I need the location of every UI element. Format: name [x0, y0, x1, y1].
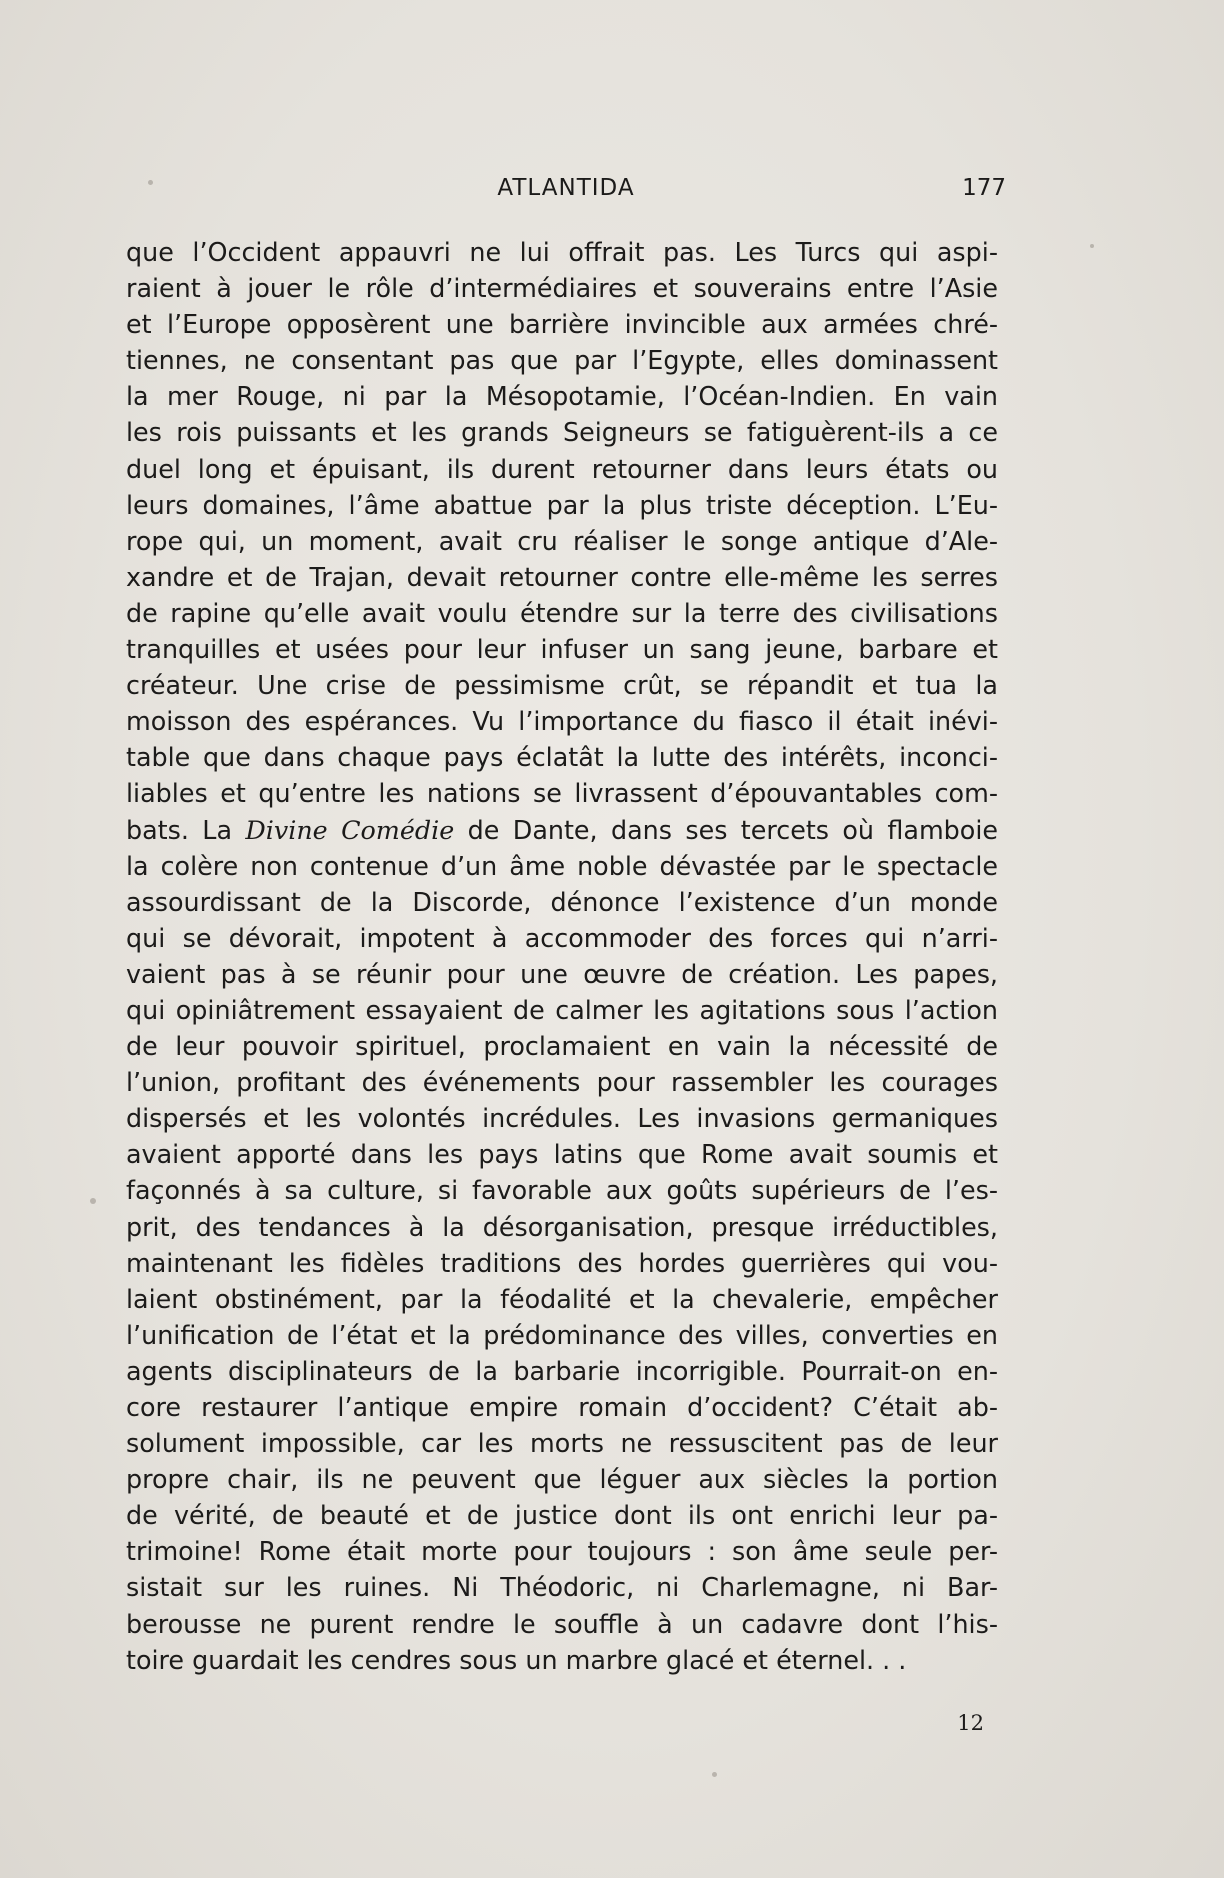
- paper-speck: [90, 1198, 96, 1204]
- text-line: façonnés à sa culture, si favorable aux goûts supérieurs de l’es-: [126, 1175, 998, 1206]
- text-line: tranquilles et usées pour leur infuser un sang jeune, barbare et: [126, 634, 998, 665]
- text-line: qui se dévorait, impotent à accommoder des forces qui n’arri-: [126, 922, 998, 953]
- text-line: core restaurer l’antique empire romain d’occident? C’était ab-: [126, 1392, 998, 1422]
- paper-speck: [712, 1772, 717, 1777]
- text-line: de rapine qu’elle avait voulu étendre sur la terre des civilisations: [126, 597, 998, 628]
- text-line: de vérité, de beauté et de justice dont ils ont enrichi leur pa-: [126, 1500, 998, 1531]
- text-line: solument impossible, car les morts ne ressuscitent pas de leur: [126, 1428, 998, 1459]
- page-number: 177: [962, 175, 1006, 201]
- text-line: avaient apporté dans les pays latins que Rome avait soumis et: [126, 1139, 998, 1170]
- text-line: trimoine! Rome était morte pour toujours : son âme seule per-: [126, 1536, 998, 1567]
- text-line: liables et qu’entre les nations se livrassent d’épouvantables com-: [126, 778, 998, 809]
- text-line: toire guardait les cendres sous un marbre glacé et éternel. . .: [126, 1644, 907, 1675]
- text-line: la colère non contenue d’un âme noble dévastée par le spectacle: [126, 850, 998, 881]
- running-title: ATLANTIDA: [497, 175, 635, 201]
- text-line: vaient pas à se réunir pour une œuvre de création. Les papes,: [126, 958, 998, 989]
- text-line: et l’Europe opposèrent une barrière invincible aux armées chré-: [126, 309, 998, 340]
- text-line: assourdissant de la Discorde, dénonce l’existence d’un monde: [126, 886, 998, 917]
- text-line: la mer Rouge, ni par la Mésopotamie, l’Océan-Indien. En vain: [126, 381, 998, 412]
- text-line: xandre et de Trajan, devait retourner contre elle-même les serres: [126, 561, 998, 592]
- text-line: maintenant les fidèles traditions des hordes guerrières qui vou-: [126, 1247, 998, 1278]
- text-line: créateur. Une crise de pessimisme crût, se répandit et tua la: [126, 670, 998, 701]
- text-line: que l’Occident appauvri ne lui offrait pas. Les Turcs qui aspi-: [126, 237, 998, 267]
- body-text: [126, 234, 998, 1678]
- text-line: les rois puissants et les grands Seigneurs se fatiguèrent-ils a ce: [126, 417, 998, 448]
- text-line: berousse ne purent rendre le souffle à un cadavre dont l’his-: [126, 1608, 998, 1639]
- text-line: dispersés et les volontés incrédules. Les invasions germaniques: [126, 1103, 998, 1134]
- italic-work-title: Divine Comédie: [245, 814, 455, 845]
- signature-mark: 12: [957, 1711, 984, 1735]
- text-line: duel long et épuisant, ils durent retourner dans leurs états ou: [126, 453, 998, 484]
- text-line: l’unification de l’état et la prédominance des villes, converties en: [126, 1319, 998, 1350]
- text-line: rope qui, un moment, avait cru réaliser le songe antique d’Ale-: [126, 525, 998, 556]
- text-line: tiennes, ne consentant pas que par l’Egypte, elles dominassent: [126, 345, 998, 376]
- text-line: laient obstinément, par la féodalité et la chevalerie, empêcher: [126, 1283, 998, 1314]
- text-line: moisson des espérances. Vu l’importance du fiasco il était inévi-: [126, 706, 998, 737]
- text-line: propre chair, ils ne peuvent que léguer aux siècles la portion: [126, 1464, 998, 1495]
- text-line: de leur pouvoir spirituel, proclamaient en vain la nécessité de: [126, 1031, 998, 1062]
- text-line: qui opiniâtrement essayaient de calmer les agitations sous l’action: [126, 994, 998, 1025]
- paper-speck: [1090, 244, 1094, 248]
- text-line: table que dans chaque pays éclatât la lutte des intérêts, inconci-: [126, 742, 998, 773]
- text-line: agents disciplinateurs de la barbarie incorrigible. Pourrait-on en-: [126, 1355, 998, 1386]
- text-line: bats. La Divine Comédie de Dante, dans ses tercets où flamboie: [126, 814, 999, 845]
- text-line: sistait sur les ruines. Ni Théodoric, ni Charlemagne, ni Bar-: [126, 1572, 998, 1603]
- running-head: [126, 168, 1006, 208]
- text-line: leurs domaines, l’âme abattue par la plus triste déception. L’Eu-: [126, 489, 998, 520]
- text-line: prit, des tendances à la désorganisation, presque irréductibles,: [126, 1211, 998, 1242]
- text-line: l’union, profitant des événements pour rassembler les courages: [126, 1067, 998, 1098]
- text-line: raient à jouer le rôle d’intermédiaires et souverains entre l’Asie: [126, 273, 998, 304]
